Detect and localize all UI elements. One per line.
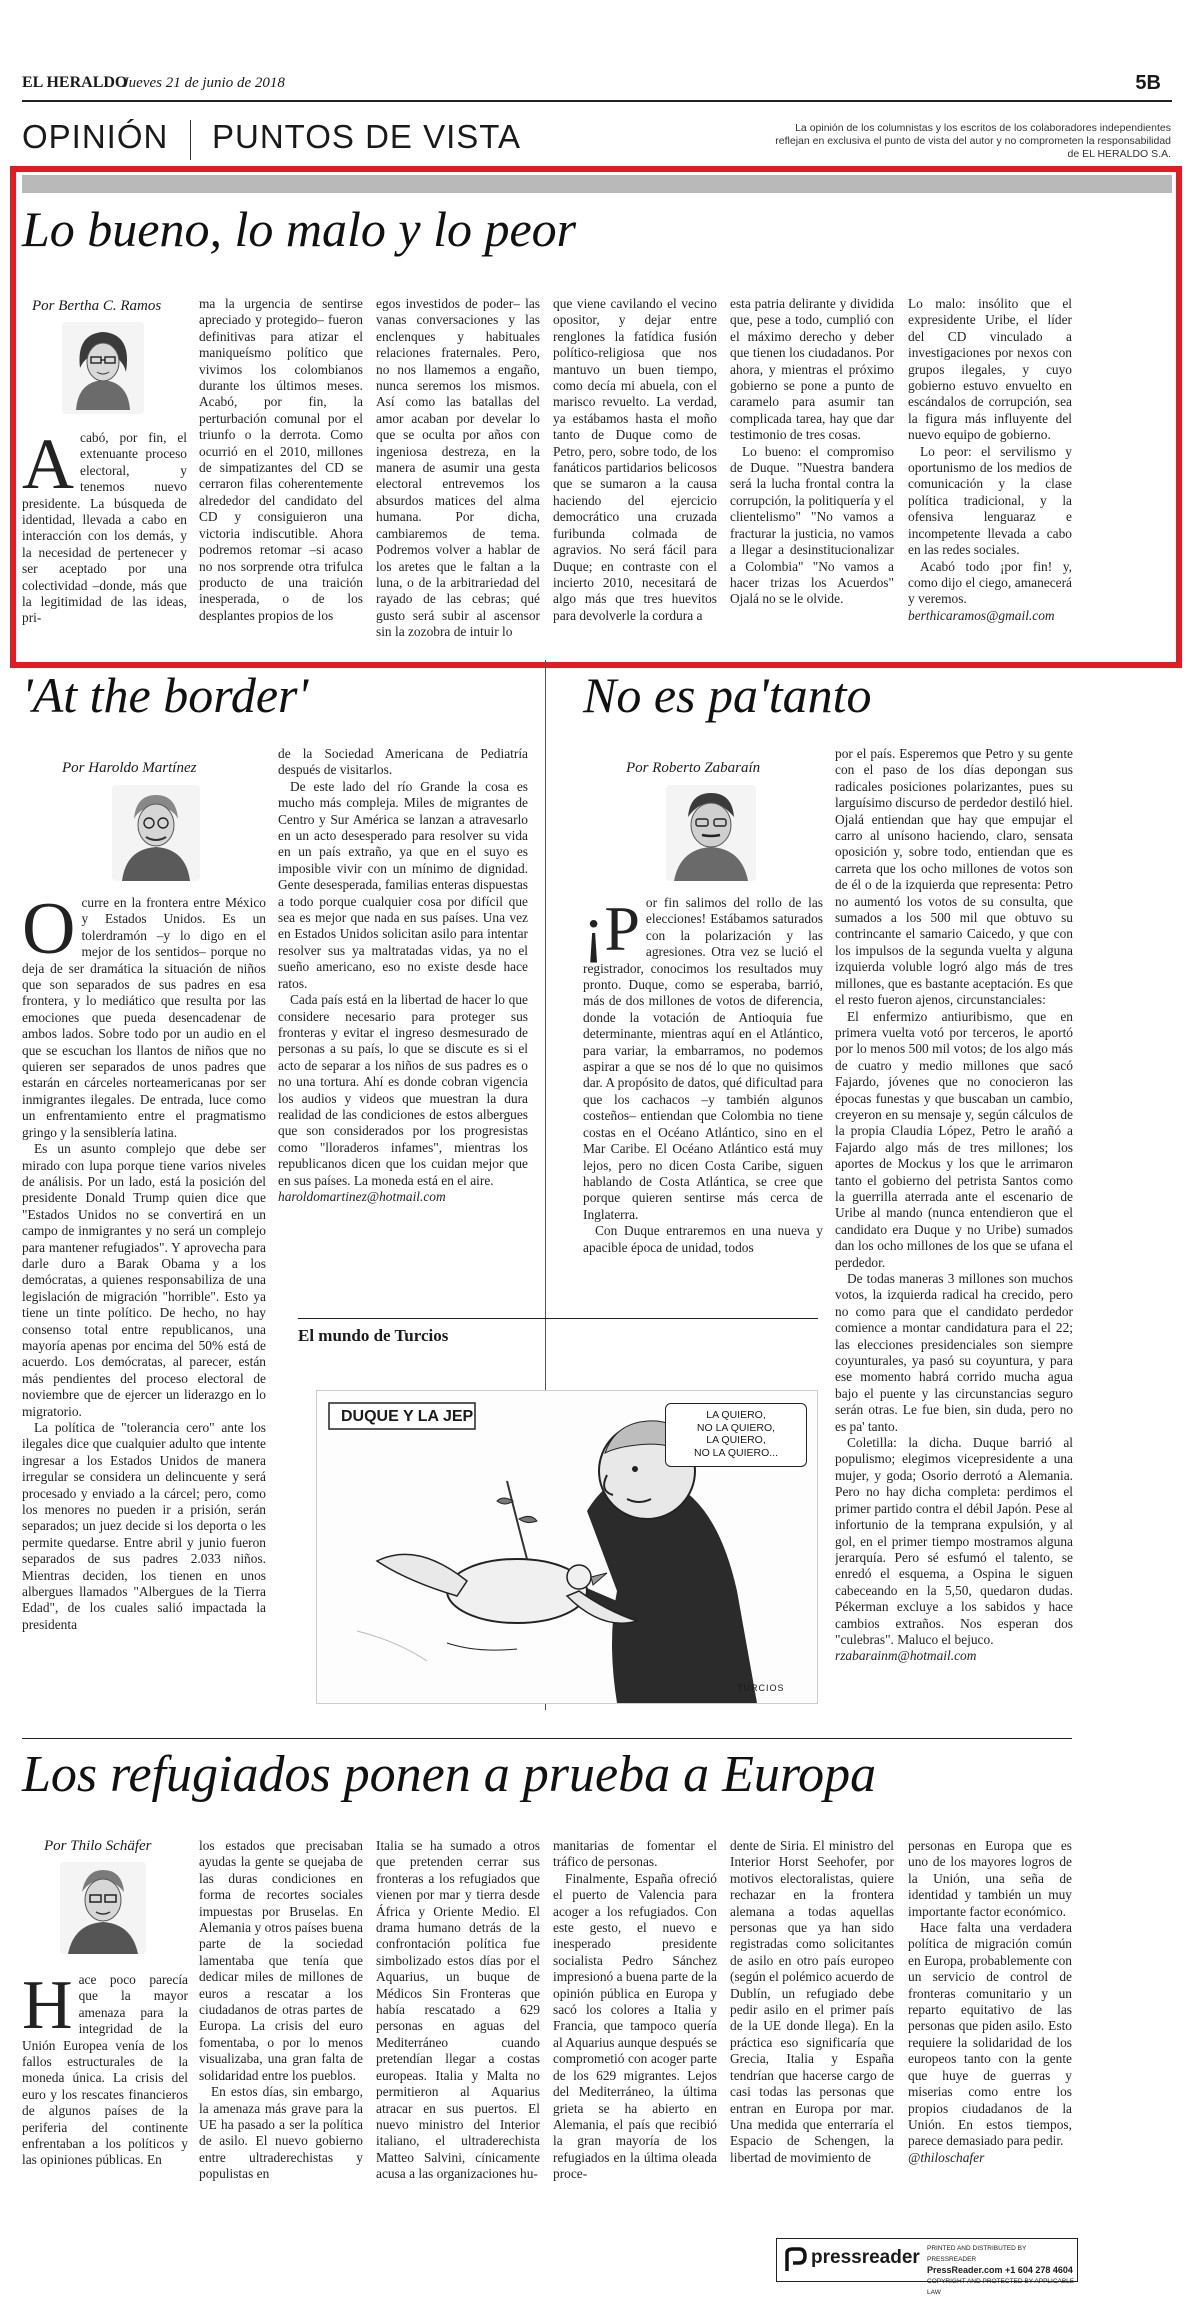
- bubble-line-4: NO LA QUIERO...: [693, 1446, 779, 1459]
- bubble-line-1: LA QUIERO,: [706, 1409, 766, 1421]
- article1-dropcap: A: [22, 430, 74, 504]
- pressreader-line-2: PressReader.com +1 604 278 4604: [927, 2265, 1073, 2275]
- article3-column-1: ¡P or fin salimos del rollo de las elecciones! Estábamos saturados con la polarización y las agresiones. Otra vez se lució el registrador, conocimos los resultados muy pronto. Duque, como se esperaba, barrió, más de dos millones de votos de diferencia, donde la votación de Antioquia fue determinante, mientras aquí en el Atlántico, para variar, la embarramos, no podemos aspirar a que se nos dé lo que no quisimos dar. A propósito de datos, qué dificultad para que los cachacos –y también algunos costeños– entiendan que Colombia no tiene costas en el Océano Atlántico, sino en el Mar Caribe. El Océano Atlántico está muy lejos, pero no dicen Costa Caribe, siguen hablando de Costa Atlántica, se cree que porque quieren sentirse más cerca de Inglaterra. Con Duque entraremos en una nueva y apacible época de unidad, todos: [583, 895, 823, 1255]
- article4-email[interactable]: @thiloschafer: [908, 2149, 985, 2165]
- article4-title: Los refugiados ponen a prueba a Europa: [22, 1746, 877, 1803]
- article4-column-5: dente de Siria. El ministro del Interior Horst Seehofer, por motivos electoralistas, quiere rechazar en la frontera alemana a todas aquellas personas que ya han sido registradas como solicitantes de asilo en otro país europeo (según el polémico acuerdo de Dublín, un refugiado debe pedir asilo en el primer país de la UE donde llega). En la práctica eso significaría que Grecia, Italia y España tendrían que hacerse cargo de casi todas las personas que entran en Europa por mar. Una medida que enterraría el Espacio de Schengen, la libertad de movimiento de: [730, 1838, 894, 2165]
- article4-column-4: manitarias de fomentar el tráfico de personas. Finalmente, España ofreció el puerto de Valencia para acoger a los refugiados. Con este gesto, el nuevo e inesperado presidente socialista Pedro Sánchez impresionó a buena parte de la opinión pública en Europa y sacó los colores a Italia y Francia, que tampoco quería al Aquarius aunque después se comprometió con acoger parte de los 629 migrantes. Lejos del Mediterráneo, la última grieta se ha abierto en Alemania, el país que recibió la gran mayoría de los refugiados en la última oleada proce-: [553, 1838, 717, 2182]
- article2-title: 'At the border': [22, 667, 309, 723]
- article1-column-5: esta patria delirante y dividida que, pese a todo, cumplió con el máximo derecho y deber que tienen los ciudadanos. Por ahora, y mientras el próximo gobierno se pone a punto de caramelo para asumir tan complicada tarea, hay que dar testimonio de tres cosas. Lo bueno: el compromiso de Duque. "Nuestra bandera será la lucha frontal contra la corrupción, la politiquería y el clientelismo" "No vamos a fracturar la justicia, no vamos a llegar a desinstitucionalizar a Colombia" "No vamos a hacer trizas los Acuerdos" Ojalá no se le olvide.: [730, 296, 894, 607]
- pressreader-info: [927, 2243, 1077, 2298]
- subsection-title: PUNTOS DE VISTA: [212, 118, 522, 155]
- article1-email[interactable]: berthicaramos@gmail.com: [908, 607, 1055, 623]
- article1-column-6: Lo malo: insólito que el expresidente Uribe, el líder del CD vinculado a investigaciones por nexos con grupos ilegales, y cuyo gobierno estuvo envuelto en escándalos de corrupción, sea la figura más influyente del nuevo equipo de gobierno. Lo peor: el servilismo y oportunismo de los medios de comunicación y la clase política tradicional, y la ofensiva lenguaraz e incompetente llevada a cabo en las redes sociales. Acabó todo ¡por fin! y, como dijo el ciego, amanecerá y veremos. berthicaramos@gmail.com: [908, 296, 1072, 623]
- article4-column-2: los estados que precisaban ayudas la gente se quejaba de las duras condiciones en forma de recortes sociales impuestas por Bruselas. En Alemania y otros países buena parte de la sociedad lamentaba que tenía que dedicar miles de millones de euros a rescatar a los ciudadanos de otras partes de Europa. La crisis del euro fomentaba, o por lo menos visualizaba, una gran falta de solidaridad entre los pueblos. En estos días, sin embargo, la amenaza más grave para la UE ha pasado a ser la política de asilo. El nuevo gobierno entre ultraderechistas y populistas en: [199, 1838, 363, 2182]
- article3-byline: Por Roberto Zabaraín: [626, 760, 761, 776]
- article2-column-1: O curre en la frontera entre México y Estados Unidos. Es un tolerdramón –y lo digo en el mejor de los sentidos– porque no deja de ser dramática la situación de niños que son separados de sus padres en esa frontera, y lo mediático que resulta por las emociones que pueda desencadenar de ambos lados. Sobre todo por un audio en el que se escuchan los llantos de niños que no quieren ser separados de unos padres que estarán en cárceles norteamericanas por ser inmigrantes ilegales. De entrada, luce como un enfrentamiento entre el pragmatismo gringo y la sensiblería latina. Es un asunto complejo que debe ser mirado con lupa porque tiene varios niveles de análisis. Por un lado, está la posición del presidente Donald Trump quien dice que "Estados Unidos no se convertirá en un campo de inmigrantes y no será un complejo para mantener refugiados". Y aprovecha para darle duro a Barak Obama y a los demócratas, a quienes responsabiliza de una legislación de migración "horrible". Esto ya tiene un tinte político. De hecho, no hay consenso total entre republicanos, una mayoría apenas por encima del 50% está de acuerdo. Los demócratas, al parecer, están más pendientes del proceso electoral de noviembre que de ejercer un liderazgo en lo migratorio. La política de "tolerancia cero" ante los ilegales dice que cualquier adulto que intente ingresar a los Estados Unidos de manera irregular se considera un delincuente y será procesado y enviado a la cárcel; pero, como los menores no pueden ir a prisión, serán separados; un juez decide si los deporta o les permite quedarse. Entre abril y junio fueron separados de sus padres 2.033 niños. Mientras deciden, los tienen en unos albergues llamados "Albergues de la Tierra Edad", de los cuales salió impactada la presidenta: [22, 895, 266, 1632]
- article4-column-6: personas en Europa que es uno de los mayores logros de la Unión, una seña de identidad y también un muy importante factor económico. Hace falta una verdadera política de migración común en Europa, probablemente con un servicio de control de fronteras comunitario y un reparto equitativo de las personas que piden asilo. Esto requiere la solidaridad de los europeos tanto con la gente que huye de guerras y miserias como entre los propios ciudadanos de la Unión. En estos tiempos, parece demasiado para pedir. @thiloschafer: [908, 1838, 1072, 2165]
- article2-dropcap: O: [22, 895, 76, 970]
- pressreader-line-3: COPYRIGHT AND PROTECTED BY APPLICABLE LAW: [927, 2278, 1075, 2296]
- page-number: 5B: [1135, 72, 1161, 94]
- article2-byline: Por Haroldo Martínez: [62, 760, 197, 776]
- pressreader-badge[interactable]: [776, 2238, 1078, 2296]
- masthead-rule: [22, 100, 1172, 102]
- article4-column-3: Italia se ha sumado a otros que pretenden cerrar sus fronteras a los refugiados que vienen por mar y tierra desde África y Oriente Medio. El drama humano detrás de la confrontación política fue simbolizado estos días por el Aquarius, un buque de Médicos Sin Fronteras que había rescatado a 629 personas en aguas del Mediterráneo cuando pretendían llegar a costas europeas. Italia y Malta no permitieron al Aquarius atracar en sus puertos. El nuevo ministro del Interior italiano, el ultraderechista Matteo Salvini, cínicamente acusa a las organizaciones hu-: [376, 1838, 540, 2182]
- bubble-line-2: NO LA QUIERO,: [696, 1421, 776, 1434]
- pressreader-line-1: PRINTED AND DISTRIBUTED BY PRESSREADER: [927, 2245, 1027, 2263]
- author-portrait-schafer: [60, 1862, 146, 1954]
- article3-column-2: por el país. Esperemos que Petro y su gente con el paso de los días depongan sus radicales posiciones polarizantes, pues su larguísimo discurso de perdedor destiló hiel. Ojalá entiendan que hay que empujar el carro al unísono haciendo, claro, sensata oposición y, sobre todo, entiendan que es carreta que los ocho millones de votos son de él o de la izquierda que representa: Petro no aumentó los votos de su consulta, que sumados a los 500 mil que obtuvo su contrincante el samario Caicedo, y que con los impulsos de la segunda vuelta y alguna izquierda voluble logró algo más de tres millones, que es bastante aceptación. Es que el resto fueron ajenos, circunstanciales: El enfermizo antiuribismo, que en primera vuelta votó por terceros, le aportó por lo menos 500 mil votos; de los algo más de cuatro y medio millones que sacó Fajardo, jóvenes que no conocieron las épocas funestas y que buscaban un cambio, creyeron en su mensaje y, según cálculos de la propia Claudia López, Petro le arañó a Fajardo algo más de tres millones; los aportes de Mockus y los que le arrimaron tanto el gobierno del petrista Santos como la guerrilla aterrada ante el escenario de Uribe al mando (nunca entendieron que el candidato era Duque y no Uribe) sumados dan los ocho millones de los que se ufana el perdedor. De todas maneras 3 millones son muchos votos, la izquierda radical ha crecido, pero no como para que el candidato perdedor comience a montar candidatura para el 22; las elecciones presidenciales son siempre coyunturales, ya pasó su coyuntura, y para ese momento habrá corrido mucha agua bajo el puente y las circunstancias seguro serán otras. Le fue bien, sin duda, pero no es pa' tanto. Coletilla: la dicha. Duque barrió al populismo; elegimos vicepresidente a una mujer, y goda; Osorio derrotó a Alemania. Pero no hay dicha completa: perdimos el primer partido contra el débil Japón. Pese al infortunio de la temprana expulsión, y al gol, en el primer tiempo mostramos alguna jerarquía. Pero sé esfumó el talento, se enredó el esquema, a Ospina le siguen cabeceando en la 5,50, quedaron dudas. Pékerman excluye a los sabidos y hace cambios extraños. Nos esperan dos "culebras". Maluco el bejuco. rzabarainm@hotmail.com: [835, 746, 1073, 1664]
- author-portrait-martinez: [112, 785, 200, 881]
- cartoon-caption: DUQUE Y LA JEP: [341, 1408, 474, 1425]
- article1-column-3: egos investidos de poder– las vanas conversaciones y las enclenques y habituales relaciones fraternales. Pero, no nos llamemos a engaño, nunca seremos los mismos. Así como las batallas del amor acaban por develar lo que se oculta por años con ingeniosa destreza, en la manera de asumir una gesta electoral entrevemos los absurdos matices del alma humana. Por dicha, cambiaremos de tema. Podremos volver a hablar de los aretes que le faltan a la luna, o de la arbitrariedad del rayado de las cebras; qué gusto será subir al ascensor sin la zozobra de intuir lo: [376, 296, 540, 640]
- article4-column-1: H ace poco parecía que la mayor amenaza para la integridad de la Unión Europea venía de los fallos estructurales de la moneda única. La crisis del euro y los rescates financieros de algunos países de la periferia del continente enfrentaban a los políticos y las opiniones públicas. En: [22, 1972, 188, 2168]
- article4-byline: Por Thilo Schäfer: [44, 1838, 152, 1854]
- pressreader-logo-icon: [783, 2247, 807, 2273]
- article2-column-2: de la Sociedad Americana de Pediatría después de visitarlos. De este lado del río Grande la cosa es mucho más compleja. Miles de migrantes de Centro y Sur América se lanzan a atravesarlo en un acto desesperado para resolver su vida en un país extraño, ya que en el suyo es imposible vivir con un mínimo de dignidad. Gente desesperada, familias enteras dispuestas a todo porque cualquier cosa por difícil que sea es mejor que nada en sus países. Una vez en Estados Unidos solicitan asilo para intentar resolver sus ya maltratadas vidas, ya no el sueño americano, eso no existe desde hace ratos. Cada país está en la libertad de hacer lo que considere necesario para proteger sus fronteras y evitar el ingreso desmesurado de personas a su país, lo que se discute es si el acto de separar a los niños de sus padres es o no una tortura. Ahí es donde cobran vigencia los audios y videos que muestran la dura realidad de las condiciones de estos albergues que son considerados por los progresistas como "lloraderos infames", mientras los republicanos dicen que los cuidan mejor que en sus países. La moneda está en el aire. haroldomartinez@hotmail.com: [278, 746, 528, 1204]
- article1-column-2: ma la urgencia de sentirse apreciado y protegido– fueron definitivas para atizar el maniqueísmo político que vivimos los colombianos durante los últimos meses. Acabó, por fin, la perturbación comunal por el triunfo o la derrota. Como ocurrió en el 2010, millones de simpatizantes del CD se cerraron filas coherentemente alrededor del candidato del CD y consiguieron una victoria indiscutible. Ahora podremos retomar –si acaso no nos sorprende otra trifulca producto de una traición inesperada, o de los desplantes propios de los: [199, 296, 363, 623]
- article1-column-1: A cabó, por fin, el extenuante proceso electoral, y tenemos nuevo presidente. La búsqueda de identidad, llevada a cabo en interacción con los demás, y la necesidad de pertenecer y ser aceptado por una colectividad –donde, más que la legitimidad de las ideas, pri-: [22, 430, 187, 626]
- editorial-disclaimer: La opinión de los columnistas y los escritos de los colaboradores independientes reflejan en exclusiva el punto de vista del autor y no comprometen la responsabilidad de EL HERALDO S.A.: [775, 122, 1171, 160]
- article1-byline: Por Bertha C. Ramos: [32, 298, 162, 314]
- author-portrait-ramos: [62, 322, 144, 414]
- cartoonist-signature: TURCIOS: [737, 1683, 785, 1693]
- article4-top-rule: [22, 1738, 1072, 1739]
- article1-column-4: que viene cavilando el vecino opositor, y dejar entre renglones la fatídica fusión político-religiosa que nos mantuvo un buen tiempo, como decía mi abuela, con el marisco revuelto. La verdad, ya estábamos hasta el moño tanto de Duque como de Petro, pero, sobre todo, de los fanáticos partidarios belicosos que se sumaron a la causa haciendo del ejercicio democrático una cruzada furibunda colmada de agravios. No será fácil para Duque; en contraste con el incierto 2010, necesitará de algo más que tres huevitos para devolverle la cordura a: [553, 296, 717, 623]
- section-title: OPINIÓN: [22, 118, 169, 155]
- cartoon-section-title: El mundo de Turcios: [298, 1326, 449, 1345]
- article4-dropcap: H: [22, 1972, 73, 2044]
- article3-title: No es pa'tanto: [583, 667, 872, 723]
- article1-title: Lo bueno, lo malo y lo peor: [22, 201, 577, 257]
- section-separator: [190, 120, 191, 160]
- newspaper-name: EL HERALDO: [22, 74, 128, 91]
- article3-email[interactable]: rzabarainm@hotmail.com: [835, 1648, 977, 1664]
- article3-dropcap: ¡P: [583, 895, 640, 964]
- article2-email[interactable]: haroldomartinez@hotmail.com: [278, 1188, 446, 1204]
- issue-date: Jueves 21 de junio de 2018: [122, 75, 285, 91]
- author-portrait-zabarain: [666, 785, 756, 881]
- bubble-line-3: LA QUIERO,: [706, 1434, 766, 1446]
- pressreader-brand: pressreader: [811, 2247, 920, 2268]
